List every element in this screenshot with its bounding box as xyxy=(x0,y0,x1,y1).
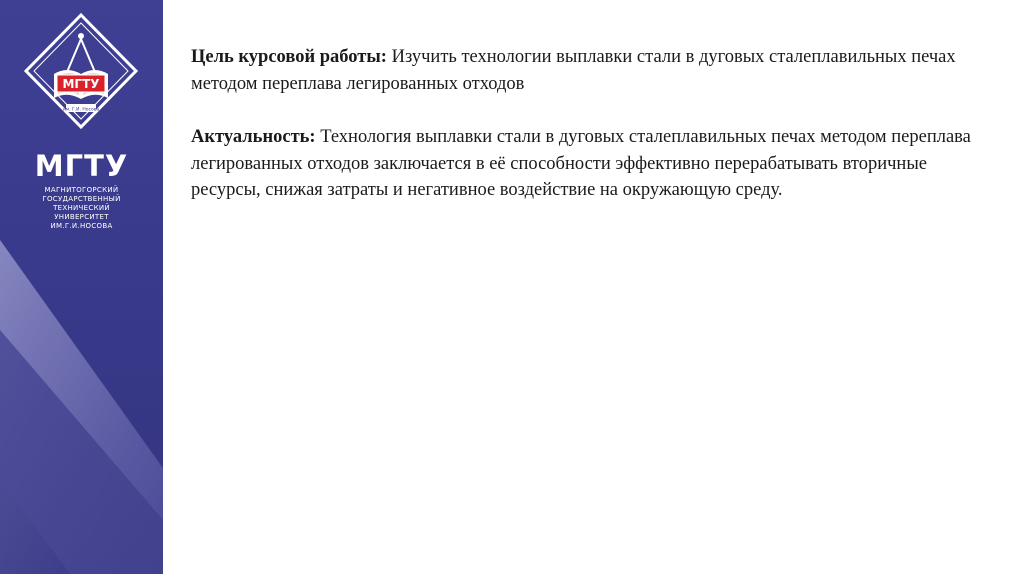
slide-content xyxy=(191,44,991,231)
relevance-label: Актуальность: xyxy=(191,127,316,147)
emblem-ribbon-text: им. Г.И. Носова xyxy=(62,107,100,113)
university-name-line: ТЕХНИЧЕСКИЙ xyxy=(53,204,110,212)
university-name-line: МАГНИТОГОРСКИЙ xyxy=(44,186,119,194)
relevance-paragraph xyxy=(191,124,991,204)
relevance-text: Технология выплавки стали в дуговых сталеплавильных печах методом переплава легированных отходов заключается в её способности эффективно перерабатывать вторичные ресурсы, снижая затраты и негативное воздействие на окружающую среду. xyxy=(191,127,971,200)
goal-label: Цель курсовой работы: xyxy=(191,47,387,67)
university-name-line: УНИВЕРСИТЕТ xyxy=(54,213,109,221)
university-emblem-icon xyxy=(22,12,140,130)
university-name-line: ИМ.Г.И.НОСОВА xyxy=(50,222,113,230)
university-name-line: ГОСУДАРСТВЕННЫЙ xyxy=(42,195,121,203)
emblem-badge-text: МГТУ xyxy=(62,77,100,91)
goal-text: Изучить технологии выплавки стали в дуговых сталеплавильных печах методом переплава легированных отходов xyxy=(191,47,956,94)
university-abbreviation: МГТУ xyxy=(34,149,129,183)
goal-paragraph xyxy=(191,44,991,97)
university-sidebar xyxy=(0,0,163,574)
university-full-name xyxy=(0,186,163,231)
